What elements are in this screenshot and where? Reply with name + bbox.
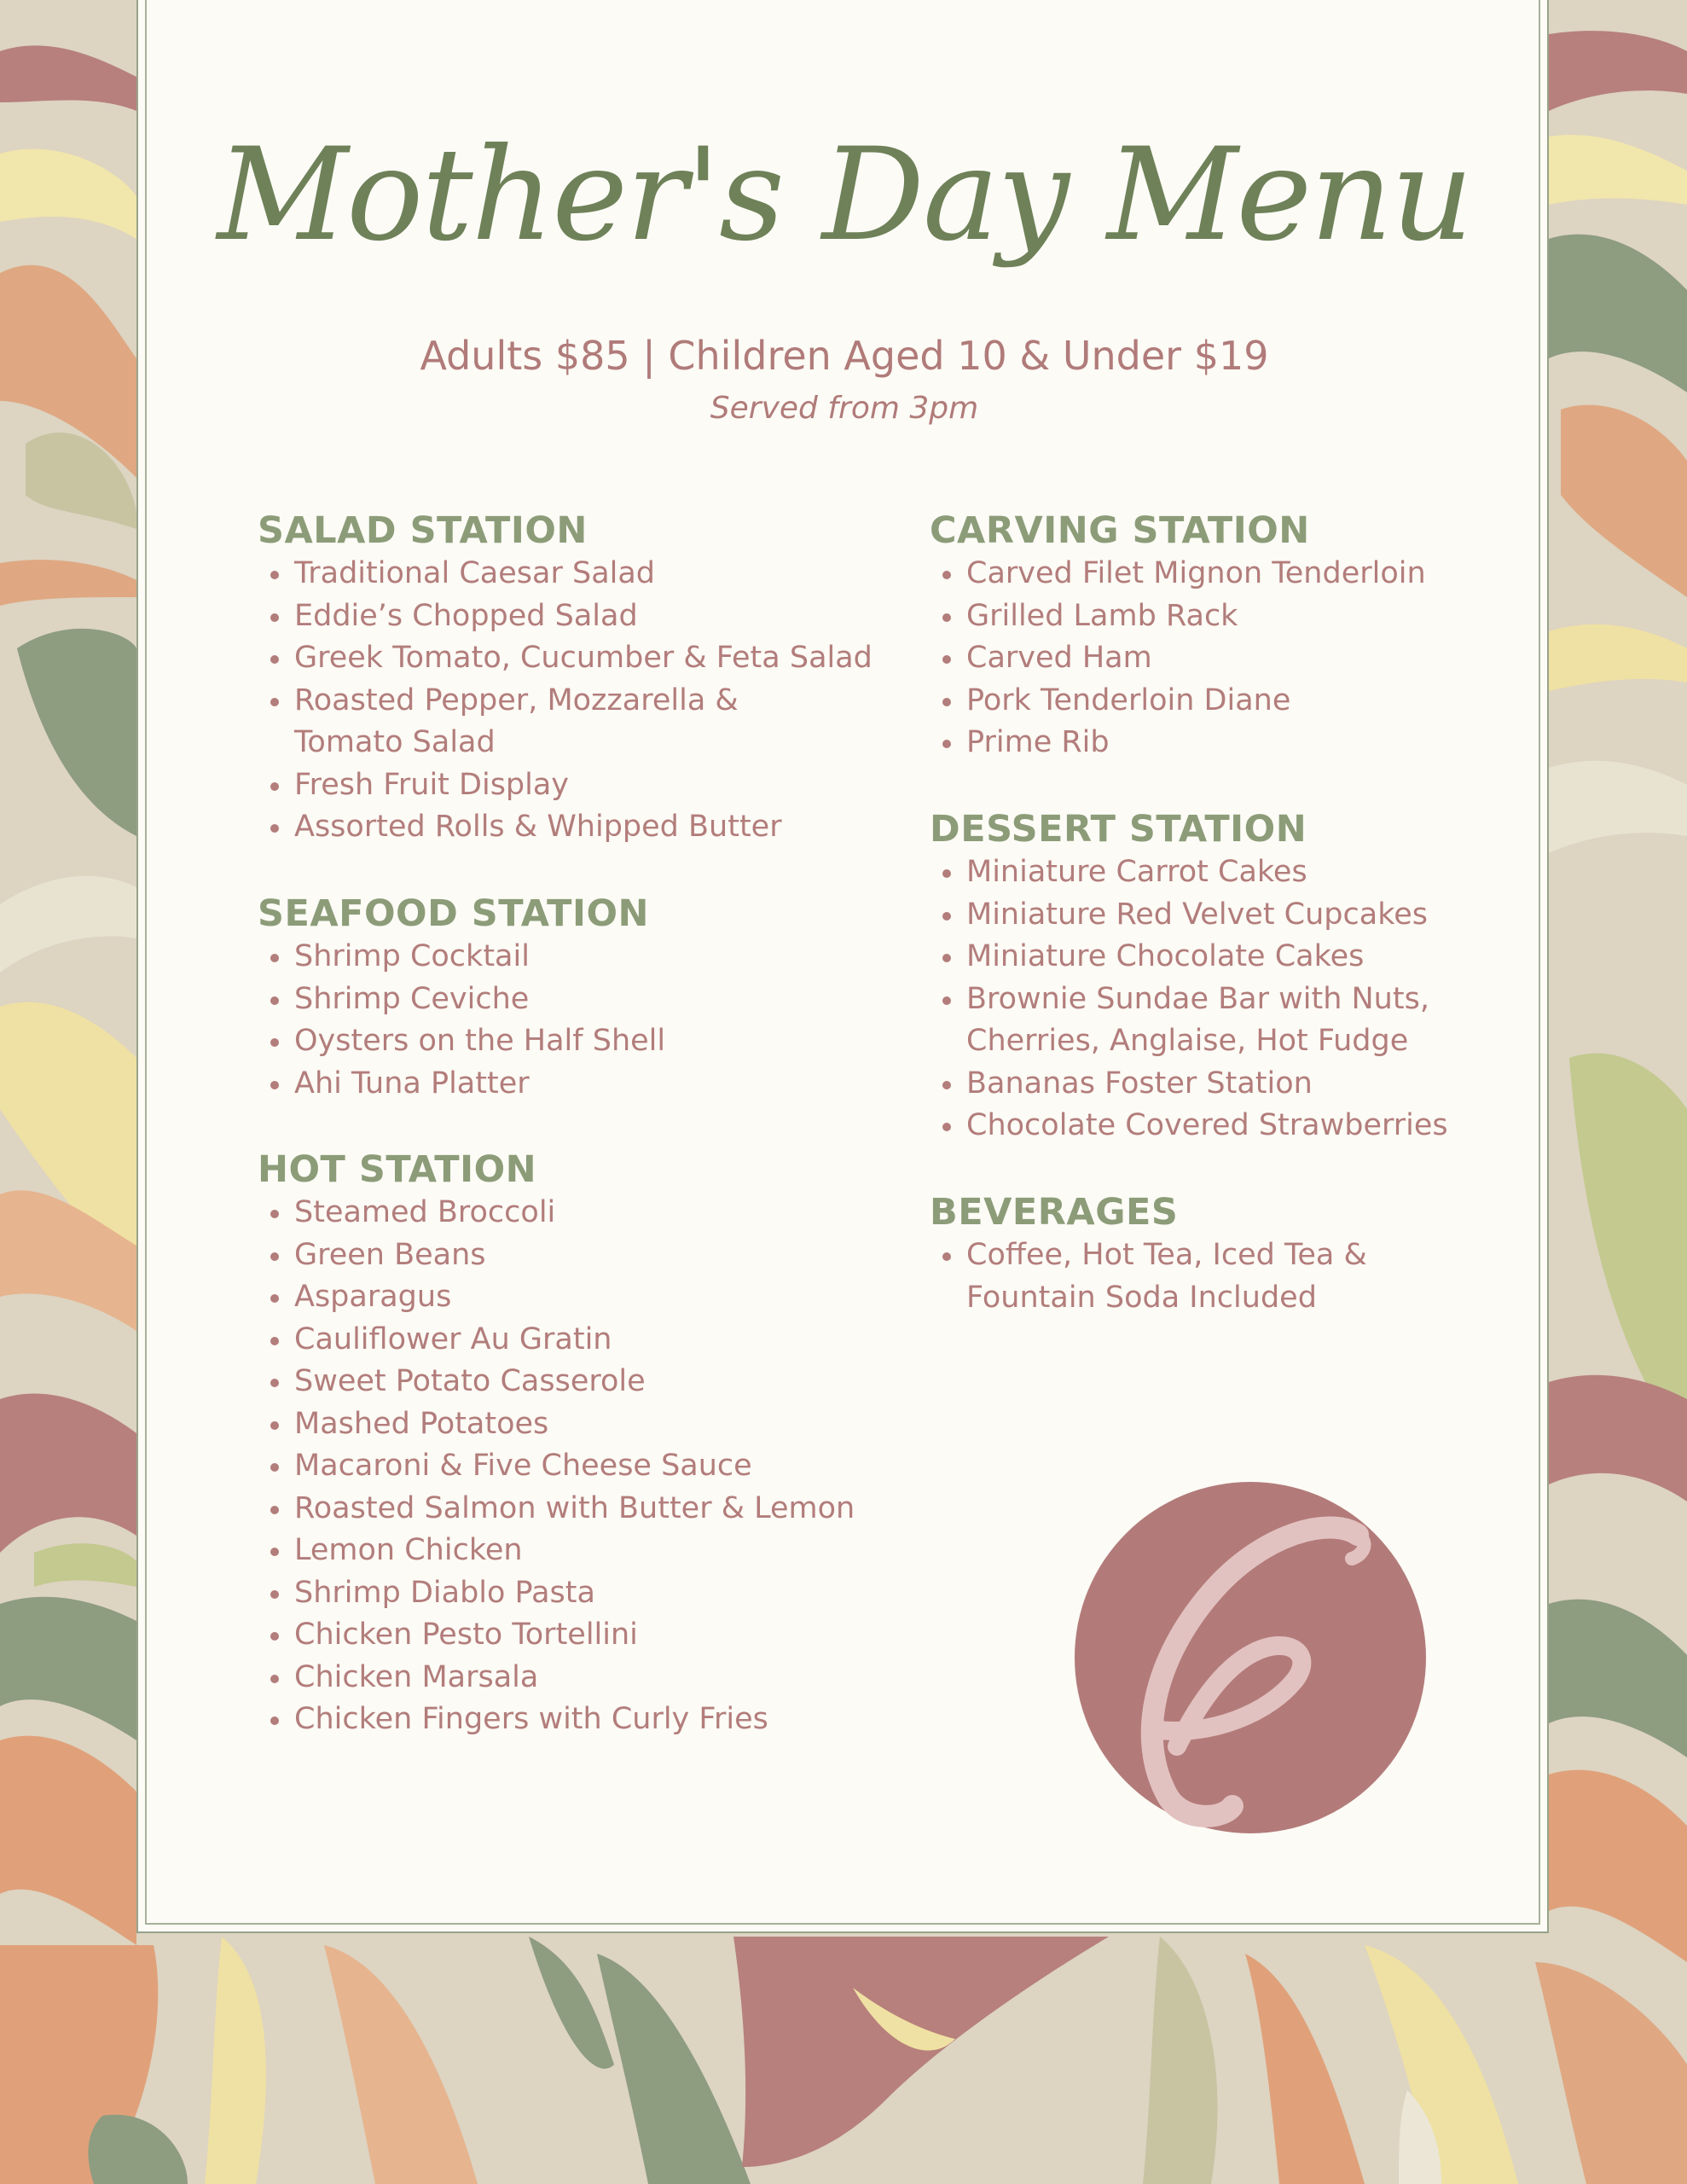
list-item: Lemon Chicken bbox=[258, 1530, 872, 1572]
menu-title: Mother's Day Menu bbox=[217, 121, 1472, 270]
list-item: Coffee, Hot Tea, Iced Tea & bbox=[930, 1234, 1544, 1277]
salad-station-section bbox=[258, 508, 872, 849]
section-heading: HOT STATION bbox=[258, 1148, 537, 1191]
list-item: Greek Tomato, Cucumber & Feta Salad bbox=[258, 637, 872, 680]
list-item: Miniature Chocolate Cakes bbox=[930, 936, 1544, 979]
section-heading: SEAFOOD STATION bbox=[258, 892, 650, 935]
list-item: Steamed Broccoli bbox=[258, 1192, 872, 1234]
carving-items-list bbox=[930, 553, 1544, 764]
served-time: Served from 3pm bbox=[710, 391, 979, 426]
list-item: Macaroni & Five Cheese Sauce bbox=[258, 1445, 872, 1488]
list-item: Chicken Fingers with Curly Fries bbox=[258, 1699, 872, 1741]
list-item-continuation: Tomato Salad bbox=[294, 725, 496, 759]
list-item: Oysters on the Half Shell bbox=[258, 1020, 872, 1063]
list-item-continuation: Fountain Soda Included bbox=[966, 1280, 1317, 1315]
list-item: Shrimp Ceviche bbox=[258, 979, 872, 1021]
salad-items-list bbox=[258, 553, 872, 849]
carving-station-section bbox=[930, 508, 1544, 764]
list-item: Chocolate Covered Strawberries bbox=[930, 1105, 1544, 1147]
list-item: Miniature Red Velvet Cupcakes bbox=[930, 894, 1544, 937]
seafood-station-section bbox=[258, 892, 872, 1105]
list-item: Grilled Lamb Rack bbox=[930, 595, 1544, 638]
list-item: Sweet Potato Casserole bbox=[258, 1361, 872, 1403]
dessert-items-list bbox=[930, 851, 1544, 1147]
section-heading: SALAD STATION bbox=[258, 509, 588, 552]
dessert-station-section bbox=[930, 807, 1544, 1147]
price-line: Adults $85 | Children Aged 10 & Under $19 bbox=[420, 333, 1269, 379]
list-item: Eddie’s Chopped Salad bbox=[258, 595, 872, 638]
list-item: Shrimp Cocktail bbox=[258, 936, 872, 979]
section-heading: CARVING STATION bbox=[930, 509, 1310, 552]
beverages-section bbox=[930, 1190, 1544, 1319]
list-item: Prime Rib bbox=[930, 722, 1544, 764]
list-item: Carved Ham bbox=[930, 637, 1544, 680]
list-item: Ahi Tuna Platter bbox=[258, 1063, 872, 1106]
list-item-continuation: Cherries, Anglaise, Hot Fudge bbox=[966, 1024, 1409, 1058]
list-item: Roasted Salmon with Butter & Lemon bbox=[258, 1488, 872, 1531]
list-item: Chicken Marsala bbox=[258, 1657, 872, 1699]
list-item: Shrimp Diablo Pasta bbox=[258, 1572, 872, 1615]
list-item: Cauliflower Au Gratin bbox=[258, 1319, 872, 1362]
list-item: Assorted Rolls & Whipped Butter bbox=[258, 806, 872, 849]
beverages-items-list bbox=[930, 1234, 1544, 1319]
list-item: Roasted Pepper, Mozzarella & bbox=[258, 680, 872, 723]
list-item: Green Beans bbox=[258, 1234, 872, 1277]
list-item: Mashed Potatoes bbox=[258, 1403, 872, 1446]
section-heading: DESSERT STATION bbox=[930, 808, 1307, 851]
list-item: Bananas Foster Station bbox=[930, 1063, 1544, 1106]
hot-station-section bbox=[258, 1147, 872, 1741]
list-item: Chicken Pesto Tortellini bbox=[258, 1614, 872, 1657]
list-item: Traditional Caesar Salad bbox=[258, 553, 872, 595]
list-item: Fresh Fruit Display bbox=[258, 764, 872, 807]
restaurant-logo bbox=[1075, 1482, 1426, 1833]
menu-card bbox=[136, 0, 1549, 1933]
list-item: Miniature Carrot Cakes bbox=[930, 851, 1544, 894]
hot-items-list bbox=[258, 1192, 872, 1741]
list-item: Asparagus bbox=[258, 1276, 872, 1319]
list-item: Pork Tenderloin Diane bbox=[930, 680, 1544, 723]
seafood-items-list bbox=[258, 936, 872, 1105]
list-item: Carved Filet Mignon Tenderloin bbox=[930, 553, 1544, 595]
list-item: Brownie Sundae Bar with Nuts, bbox=[930, 979, 1544, 1021]
section-heading: BEVERAGES bbox=[930, 1191, 1179, 1234]
